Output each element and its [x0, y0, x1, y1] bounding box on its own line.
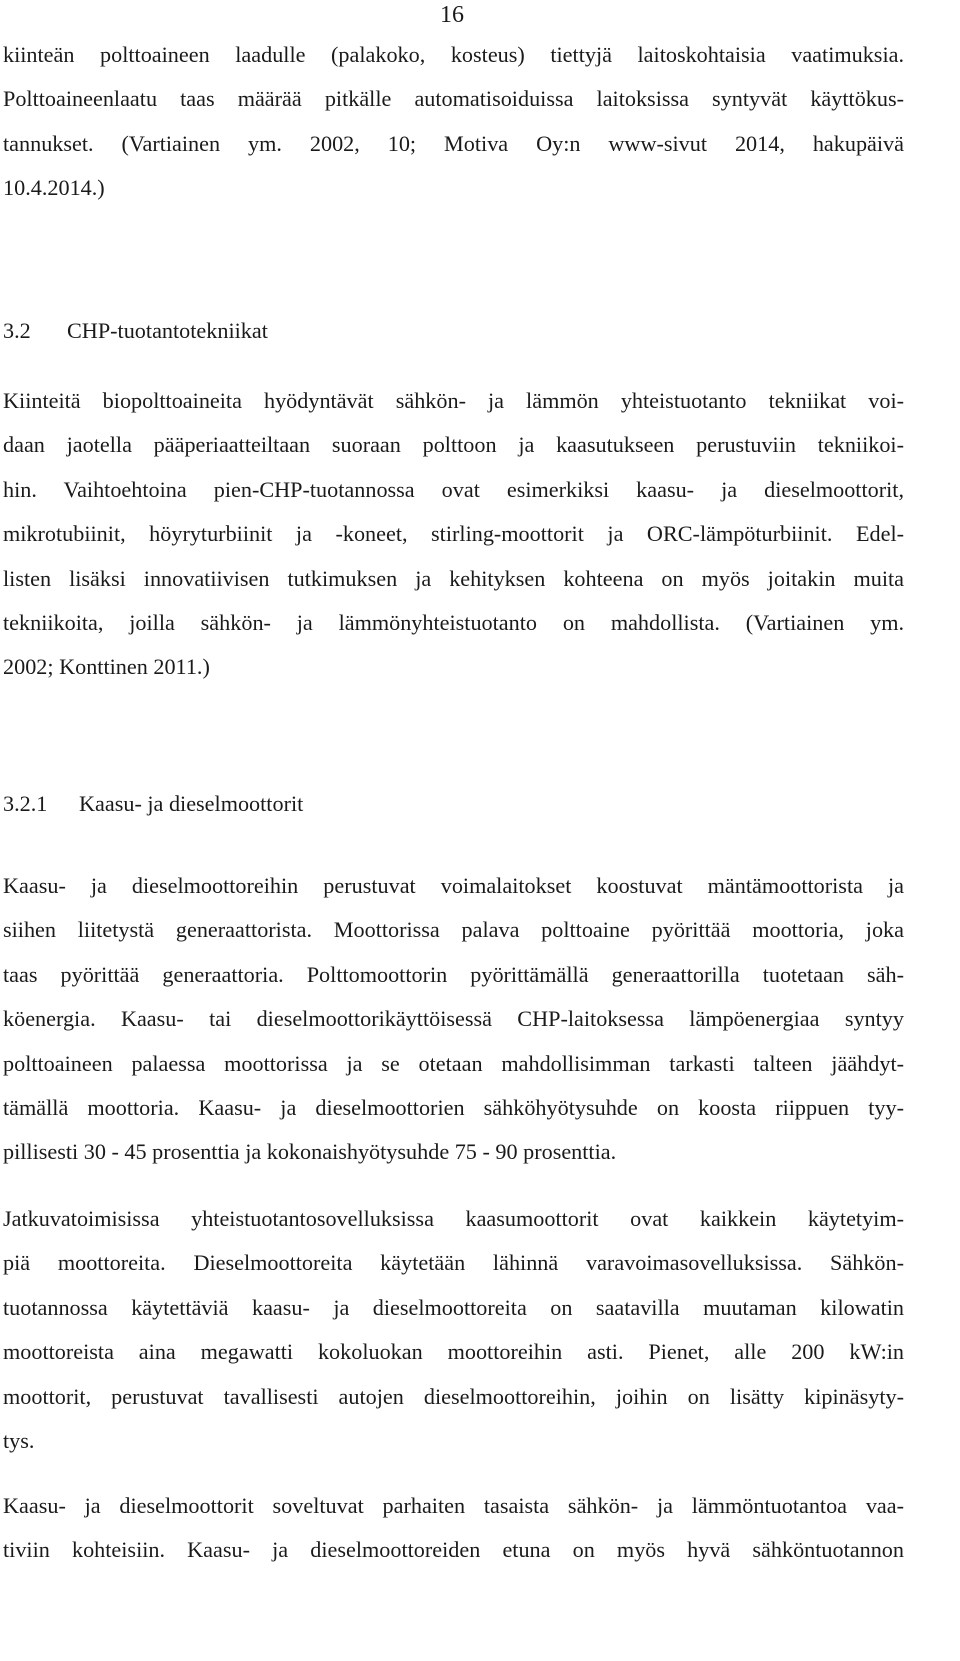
text-line: hin. Vaihtoehtoina pien-CHP-tuotannossa ovat esimerkiksi kaasu- ja dieselmoottorit,	[3, 476, 904, 502]
text-line: Polttoaineenlaatu taas määrää pitkälle automatisoiduissa laitoksissa syntyvät käyttökus-	[3, 86, 904, 112]
text-line: tuotannossa käytettäviä kaasu- ja dieselmoottoreita on saatavilla muutaman kilowatin	[3, 1294, 904, 1320]
section-3-2-1-paragraph-3	[0, 1484, 960, 1573]
text-line: tekniikoita, joilla sähkön- ja lämmönyhteistuotanto on mahdollista. (Vartiainen ym.	[3, 610, 904, 636]
section-3-2-1-paragraph-2	[0, 1197, 960, 1463]
text-line: 2002; Konttinen 2011.)	[3, 654, 210, 680]
text-line: moottorit, perustuvat tavallisesti autojen dieselmoottoreihin, joihin on lisätty kipinäsyty-	[3, 1383, 904, 1409]
section-title: Kaasu- ja dieselmoottorit	[79, 791, 304, 816]
text-line: daan jaotella pääperiaatteiltaan suoraan polttoon ja kaasutukseen perustuviin tekniikoi-	[3, 432, 904, 458]
section-number: 3.2	[3, 318, 31, 343]
page-number: 16	[440, 2, 464, 28]
text-line: Jatkuvatoimisissa yhteistuotantosovelluksissa kaasumoottorit ovat kaikkein käytetyim-	[3, 1206, 904, 1231]
text-line: siihen liitetystä generaattorista. Moottorissa palava polttoaine pyörittää moottoria, joka	[3, 917, 904, 943]
text-line: tiviin kohteisiin. Kaasu- ja dieselmoottoreiden etuna on myös hyvä sähköntuotannon	[3, 1537, 904, 1563]
text-line: Kiinteitä biopolttoaineita hyödyntävät sähkön- ja lämmön yhteistuotanto tekniikat voi-	[3, 388, 904, 413]
section-3-2-paragraph	[0, 379, 960, 690]
text-line: mikrotubiinit, höyryturbiinit ja -koneet, stirling-moottorit ja ORC-lämpöturbiinit. Edel-	[3, 521, 904, 547]
text-line: tys.	[3, 1428, 35, 1454]
text-line: Kaasu- ja dieselmoottorit soveltuvat parhaiten tasaista sähkön- ja lämmöntuotantoa vaa-	[3, 1493, 904, 1518]
text-line: taas pyörittää generaattoria. Polttomoottorin pyörittämällä generaattorilla tuotetaan säh-	[3, 961, 904, 987]
section-3-2-1-paragraph-1	[0, 864, 960, 1175]
text-line: kiinteän polttoaineen laadulle (palakoko, kosteus) tiettyjä laitoskohtaisia vaatimuksia.	[3, 42, 904, 67]
text-line: tannukset. (Vartiainen ym. 2002, 10; Motiva Oy:n www-sivut 2014, hakupäivä	[3, 130, 904, 156]
text-line: moottoreista aina megawatti kokoluokan moottoreihin asti. Pienet, alle 200 kW:in	[3, 1339, 904, 1365]
text-line: pillisesti 30 - 45 prosenttia ja kokonaishyötysuhde 75 - 90 prosenttia.	[3, 1139, 617, 1165]
text-line: köenergia. Kaasu- tai dieselmoottorikäyttöisessä CHP-laitoksessa lämpöenergiaa syntyy	[3, 1006, 904, 1032]
text-line: Kaasu- ja dieselmoottoreihin perustuvat voimalaitokset koostuvat mäntämoottorista ja	[3, 873, 904, 898]
text-line: piä moottoreita. Dieselmoottoreita käytetään lähinnä varavoimasovelluksissa. Sähkön-	[3, 1250, 904, 1276]
text-line: 10.4.2014.)	[3, 175, 105, 201]
intro-paragraph	[0, 33, 960, 211]
text-line: polttoaineen palaessa moottorissa ja se otetaan mahdollisimman tarkasti talteen jäähdyt-	[3, 1050, 904, 1076]
section-heading-3-2-1	[3, 789, 303, 819]
text-line: tämällä moottoria. Kaasu- ja dieselmoottorien sähköhyötysuhde on koosta riippuen tyy-	[3, 1095, 904, 1121]
section-number: 3.2.1	[3, 791, 48, 816]
section-heading-3-2	[3, 316, 268, 346]
section-title: CHP-tuotantotekniikat	[67, 318, 268, 343]
text-line: listen lisäksi innovatiivisen tutkimuksen ja kehityksen kohteena on myös joitakin muita	[3, 565, 904, 591]
